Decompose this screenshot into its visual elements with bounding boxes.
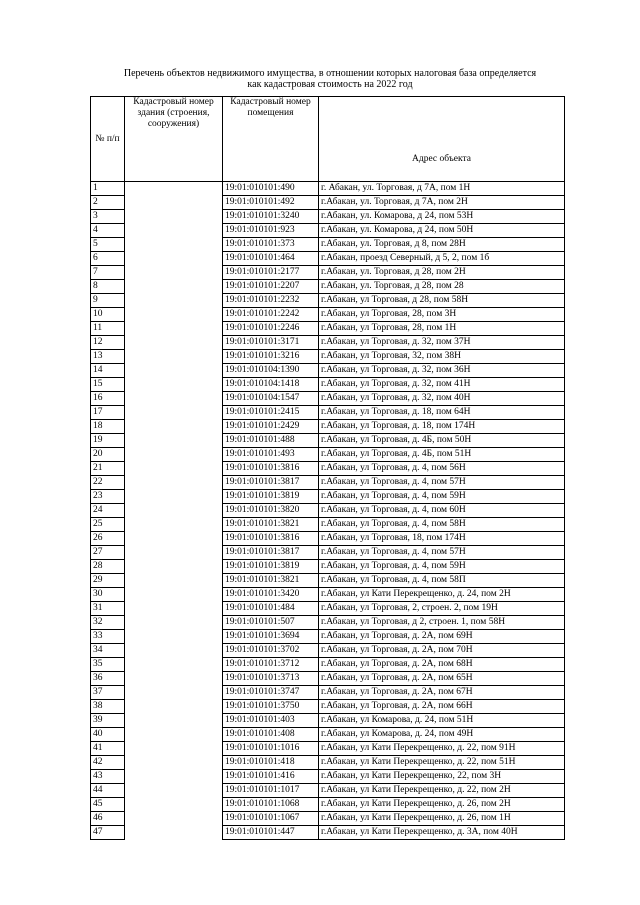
row-building-number [125, 238, 223, 252]
table-row [91, 364, 565, 378]
row-address: г.Абакан, ул. Торговая, д 28, пом 2Н [319, 266, 565, 280]
row-number: 25 [91, 518, 125, 532]
row-address: г.Абакан, ул Торговая, 28, пом 3Н [319, 308, 565, 322]
row-number: 17 [91, 406, 125, 420]
row-room-number: 19:01:010101:3817 [223, 546, 319, 560]
title-line-1: Перечень объектов недвижимого имущества, в отношении которых налоговая база определяется [123, 68, 537, 79]
row-address: г.Абакан, ул Торговая, д. 4, пом 60Н [319, 504, 565, 518]
row-room-number: 19:01:010101:3820 [223, 504, 319, 518]
row-building-number [125, 602, 223, 616]
row-building-number [125, 364, 223, 378]
row-number: 37 [91, 686, 125, 700]
row-room-number: 19:01:010101:3216 [223, 350, 319, 364]
title-line-2: как кадастровая стоимость на 2022 год [247, 79, 413, 90]
row-building-number [125, 686, 223, 700]
row-number: 45 [91, 798, 125, 812]
table-row [91, 294, 565, 308]
row-room-number: 19:01:010101:493 [223, 448, 319, 462]
row-room-number: 19:01:010101:923 [223, 224, 319, 238]
table-row [91, 728, 565, 742]
row-address: г.Абакан, проезд Северный, д 5, 2, пом 1б [319, 252, 565, 266]
table-row [91, 378, 565, 392]
row-address: г. Абакан, ул. Торговая, д 7А, пом 1Н [319, 182, 565, 196]
row-number: 21 [91, 462, 125, 476]
row-address: г.Абакан, ул Торговая, д. 4Б, пом 51Н [319, 448, 565, 462]
table-row [91, 504, 565, 518]
table-row [91, 462, 565, 476]
row-room-number: 19:01:010101:1067 [223, 812, 319, 826]
row-room-number: 19:01:010101:3240 [223, 210, 319, 224]
row-number: 13 [91, 350, 125, 364]
row-address: г.Абакан, ул. Комарова, д 24, пом 50Н [319, 224, 565, 238]
document-title [80, 68, 580, 90]
row-address: г.Абакан, ул Торговая, д. 18, пом 64Н [319, 406, 565, 420]
row-room-number: 19:01:010101:3713 [223, 672, 319, 686]
row-building-number [125, 588, 223, 602]
row-building-number [125, 812, 223, 826]
row-address: г.Абакан, ул Торговая, д. 2А, пом 65Н [319, 672, 565, 686]
table-row [91, 392, 565, 406]
row-number: 11 [91, 322, 125, 336]
table-row [91, 770, 565, 784]
row-building-number [125, 406, 223, 420]
row-address: г.Абакан, ул Торговая, 32, пом 38Н [319, 350, 565, 364]
table-row [91, 700, 565, 714]
row-room-number: 19:01:010101:3712 [223, 658, 319, 672]
row-building-number [125, 742, 223, 756]
row-number: 38 [91, 700, 125, 714]
row-building-number [125, 308, 223, 322]
row-room-number: 19:01:010101:3819 [223, 560, 319, 574]
row-number: 2 [91, 196, 125, 210]
row-address: г.Абакан, ул Кати Перекрещенко, д. 22, пом 51Н [319, 756, 565, 770]
row-address: г.Абакан, ул Торговая, д. 2А, пом 66Н [319, 700, 565, 714]
row-building-number [125, 210, 223, 224]
row-number: 1 [91, 182, 125, 196]
row-number: 12 [91, 336, 125, 350]
row-address: г.Абакан, ул Кати Перекрещенко, 22, пом 3Н [319, 770, 565, 784]
row-room-number: 19:01:010101:2207 [223, 280, 319, 294]
table-row [91, 322, 565, 336]
row-building-number [125, 714, 223, 728]
row-number: 27 [91, 546, 125, 560]
row-number: 43 [91, 770, 125, 784]
table-row [91, 280, 565, 294]
row-room-number: 19:01:010101:1017 [223, 784, 319, 798]
table-row [91, 224, 565, 238]
row-number: 8 [91, 280, 125, 294]
row-building-number [125, 658, 223, 672]
row-room-number: 19:01:010101:2415 [223, 406, 319, 420]
table-row [91, 252, 565, 266]
row-room-number: 19:01:010104:1547 [223, 392, 319, 406]
row-address: г.Абакан, ул Торговая, д. 4, пом 57Н [319, 476, 565, 490]
row-building-number [125, 798, 223, 812]
row-room-number: 19:01:010101:416 [223, 770, 319, 784]
row-building-number [125, 784, 223, 798]
row-address: г.Абакан, ул. Торговая, д 8, пом 28Н [319, 238, 565, 252]
row-room-number: 19:01:010101:3819 [223, 490, 319, 504]
row-number: 26 [91, 532, 125, 546]
row-number: 33 [91, 630, 125, 644]
row-number: 20 [91, 448, 125, 462]
table-row [91, 546, 565, 560]
table-row [91, 490, 565, 504]
row-address: г.Абакан, ул Торговая, д. 2А, пом 67Н [319, 686, 565, 700]
row-address: г.Абакан, ул Торговая, д. 4, пом 57Н [319, 546, 565, 560]
row-address: г.Абакан, ул Кати Перекрещенко, д. 26, пом 2Н [319, 798, 565, 812]
table-row [91, 196, 565, 210]
row-number: 31 [91, 602, 125, 616]
row-building-number [125, 644, 223, 658]
row-number: 41 [91, 742, 125, 756]
row-room-number: 19:01:010101:492 [223, 196, 319, 210]
row-address: г.Абакан, ул Торговая, д. 4, пом 58П [319, 574, 565, 588]
row-address: г.Абакан, ул. Торговая, д 28, пом 28 [319, 280, 565, 294]
row-building-number [125, 224, 223, 238]
row-room-number: 19:01:010101:490 [223, 182, 319, 196]
row-number: 14 [91, 364, 125, 378]
row-number: 29 [91, 574, 125, 588]
row-room-number: 19:01:010101:373 [223, 238, 319, 252]
row-room-number: 19:01:010101:464 [223, 252, 319, 266]
row-number: 30 [91, 588, 125, 602]
row-number: 40 [91, 728, 125, 742]
row-address: г.Абакан, ул Торговая, д. 32, пом 41Н [319, 378, 565, 392]
row-room-number: 19:01:010101:447 [223, 826, 319, 840]
row-address: г.Абакан, ул Торговая, д. 4, пом 59Н [319, 490, 565, 504]
row-address: г.Абакан, ул. Комарова, д 24, пом 53Н [319, 210, 565, 224]
table-row [91, 756, 565, 770]
table-row [91, 672, 565, 686]
table-row [91, 574, 565, 588]
row-room-number: 19:01:010101:507 [223, 616, 319, 630]
row-building-number [125, 448, 223, 462]
header-building: Кадастровый номер здания (строения, сооружения) [125, 97, 223, 182]
row-address: г.Абакан, ул Торговая, д. 32, пом 36Н [319, 364, 565, 378]
row-room-number: 19:01:010104:1390 [223, 364, 319, 378]
table-row [91, 826, 565, 840]
table-row [91, 560, 565, 574]
table-row [91, 630, 565, 644]
row-address: г.Абакан, ул Торговая, д. 4, пом 58Н [319, 518, 565, 532]
row-building-number [125, 252, 223, 266]
table-row [91, 350, 565, 364]
row-building-number [125, 490, 223, 504]
row-room-number: 19:01:010101:3821 [223, 518, 319, 532]
header-room: Кадастровый номер помещения [223, 97, 319, 182]
table-row [91, 714, 565, 728]
row-number: 9 [91, 294, 125, 308]
row-number: 23 [91, 490, 125, 504]
row-address: г.Абакан, ул Торговая, д. 4Б, пом 50Н [319, 434, 565, 448]
table-row [91, 784, 565, 798]
table-row [91, 182, 565, 196]
row-number: 34 [91, 644, 125, 658]
row-building-number [125, 518, 223, 532]
table-row [91, 602, 565, 616]
row-room-number: 19:01:010101:3694 [223, 630, 319, 644]
row-address: г.Абакан, ул Торговая, д. 2А, пом 68Н [319, 658, 565, 672]
row-number: 19 [91, 434, 125, 448]
row-address: г.Абакан, ул Кати Перекрещенко, д. 22, пом 2Н [319, 784, 565, 798]
row-building-number [125, 196, 223, 210]
row-building-number [125, 546, 223, 560]
row-address: г.Абакан, ул. Торговая, д 7А, пом 2Н [319, 196, 565, 210]
table-row [91, 616, 565, 630]
row-number: 46 [91, 812, 125, 826]
row-number: 47 [91, 826, 125, 840]
row-room-number: 19:01:010101:2246 [223, 322, 319, 336]
table-row [91, 686, 565, 700]
row-room-number: 19:01:010101:2242 [223, 308, 319, 322]
row-building-number [125, 336, 223, 350]
table-row [91, 308, 565, 322]
property-table [90, 96, 565, 840]
row-room-number: 19:01:010101:2429 [223, 420, 319, 434]
table-row [91, 798, 565, 812]
row-address: г.Абакан, ул Кати Перекрещенко, д. 26, пом 1Н [319, 812, 565, 826]
row-building-number [125, 574, 223, 588]
row-building-number [125, 504, 223, 518]
row-room-number: 19:01:010101:3816 [223, 462, 319, 476]
table-row [91, 448, 565, 462]
header-address: Адрес объекта [319, 97, 565, 182]
row-address: г.Абакан, ул Торговая, д. 4, пом 59Н [319, 560, 565, 574]
row-room-number: 19:01:010101:1068 [223, 798, 319, 812]
table-row [91, 420, 565, 434]
row-building-number [125, 672, 223, 686]
row-building-number [125, 630, 223, 644]
table-row [91, 588, 565, 602]
row-room-number: 19:01:010101:408 [223, 728, 319, 742]
row-building-number [125, 434, 223, 448]
row-address: г.Абакан, ул Торговая, д. 4, пом 56Н [319, 462, 565, 476]
row-room-number: 19:01:010101:3420 [223, 588, 319, 602]
row-address: г.Абакан, ул Торговая, д 2, строен. 1, пом 58Н [319, 616, 565, 630]
row-room-number: 19:01:010101:3702 [223, 644, 319, 658]
table-header-row [91, 97, 565, 182]
row-building-number [125, 378, 223, 392]
table-row [91, 518, 565, 532]
row-building-number [125, 770, 223, 784]
row-room-number: 19:01:010104:1418 [223, 378, 319, 392]
row-number: 42 [91, 756, 125, 770]
row-room-number: 19:01:010101:3821 [223, 574, 319, 588]
row-number: 6 [91, 252, 125, 266]
table-row [91, 658, 565, 672]
row-building-number [125, 700, 223, 714]
row-address: г.Абакан, ул Кати Перекрещенко, д. 3А, пом 40Н [319, 826, 565, 840]
row-room-number: 19:01:010101:2232 [223, 294, 319, 308]
row-number: 28 [91, 560, 125, 574]
row-building-number [125, 420, 223, 434]
row-building-number [125, 462, 223, 476]
header-num: № п/п [91, 97, 125, 182]
row-room-number: 19:01:010101:3747 [223, 686, 319, 700]
row-number: 4 [91, 224, 125, 238]
row-address: г.Абакан, ул Торговая, д. 32, пом 37Н [319, 336, 565, 350]
row-number: 24 [91, 504, 125, 518]
row-number: 16 [91, 392, 125, 406]
row-number: 36 [91, 672, 125, 686]
row-address: г.Абакан, ул Торговая, д 28, пом 58Н [319, 294, 565, 308]
row-building-number [125, 182, 223, 196]
row-number: 5 [91, 238, 125, 252]
table-row [91, 406, 565, 420]
row-address: г.Абакан, ул Комарова, д. 24, пом 49Н [319, 728, 565, 742]
table-row [91, 434, 565, 448]
table-row [91, 266, 565, 280]
row-address: г.Абакан, ул Торговая, д. 2А, пом 70Н [319, 644, 565, 658]
row-address: г.Абакан, ул Торговая, 18, пом 174Н [319, 532, 565, 546]
row-address: г.Абакан, ул Кати Перекрещенко, д. 24, пом 2Н [319, 588, 565, 602]
row-number: 15 [91, 378, 125, 392]
table-row [91, 238, 565, 252]
row-number: 3 [91, 210, 125, 224]
table-row [91, 812, 565, 826]
row-room-number: 19:01:010101:3816 [223, 532, 319, 546]
row-number: 7 [91, 266, 125, 280]
row-room-number: 19:01:010101:3750 [223, 700, 319, 714]
row-room-number: 19:01:010101:418 [223, 756, 319, 770]
row-address: г.Абакан, ул Кати Перекрещенко, д. 22, пом 91Н [319, 742, 565, 756]
row-number: 35 [91, 658, 125, 672]
row-building-number [125, 322, 223, 336]
row-address: г.Абакан, ул Торговая, д. 2А, пом 69Н [319, 630, 565, 644]
row-building-number [125, 350, 223, 364]
row-building-number [125, 280, 223, 294]
row-address: г.Абакан, ул Торговая, 2, строен. 2, пом 19Н [319, 602, 565, 616]
table-row [91, 644, 565, 658]
row-building-number [125, 560, 223, 574]
row-room-number: 19:01:010101:3817 [223, 476, 319, 490]
row-building-number [125, 826, 223, 840]
row-building-number [125, 392, 223, 406]
row-room-number: 19:01:010101:3171 [223, 336, 319, 350]
row-number: 44 [91, 784, 125, 798]
row-building-number [125, 728, 223, 742]
row-room-number: 19:01:010101:403 [223, 714, 319, 728]
row-number: 18 [91, 420, 125, 434]
row-number: 22 [91, 476, 125, 490]
table-row [91, 336, 565, 350]
row-room-number: 19:01:010101:2177 [223, 266, 319, 280]
row-building-number [125, 756, 223, 770]
row-address: г.Абакан, ул Торговая, д. 32, пом 40Н [319, 392, 565, 406]
row-address: г.Абакан, ул Торговая, д. 18, пом 174Н [319, 420, 565, 434]
row-building-number [125, 266, 223, 280]
row-address: г.Абакан, ул Торговая, 28, пом 1Н [319, 322, 565, 336]
table-row [91, 210, 565, 224]
table-row [91, 476, 565, 490]
row-room-number: 19:01:010101:1016 [223, 742, 319, 756]
row-number: 32 [91, 616, 125, 630]
row-number: 39 [91, 714, 125, 728]
row-room-number: 19:01:010101:488 [223, 434, 319, 448]
row-building-number [125, 532, 223, 546]
row-building-number [125, 294, 223, 308]
row-building-number [125, 476, 223, 490]
table-row [91, 532, 565, 546]
row-building-number [125, 616, 223, 630]
table-row [91, 742, 565, 756]
row-room-number: 19:01:010101:484 [223, 602, 319, 616]
row-address: г.Абакан, ул Комарова, д. 24, пом 51Н [319, 714, 565, 728]
row-number: 10 [91, 308, 125, 322]
table-body [91, 182, 565, 840]
